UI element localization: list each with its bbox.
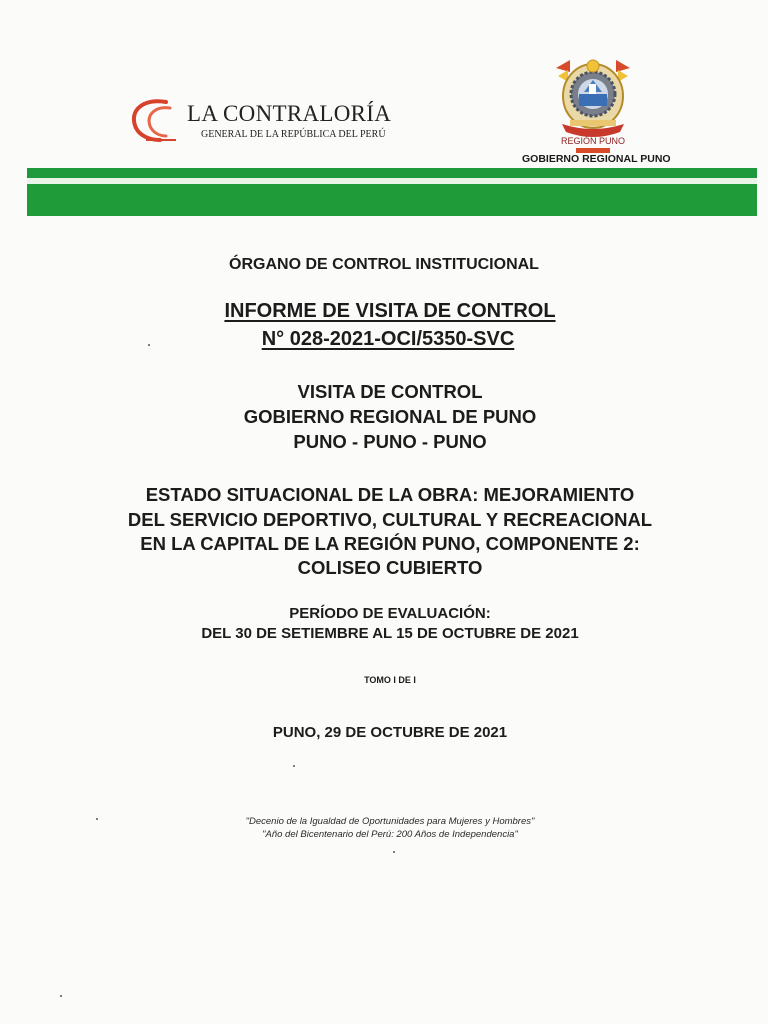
scan-speck [293, 765, 295, 767]
scan-speck [96, 818, 98, 820]
obra-line: COLISEO CUBIERTO [297, 557, 483, 578]
scan-speck [393, 851, 395, 853]
scan-speck [60, 995, 62, 997]
obra-line: DEL SERVICIO DEPORTIVO, CULTURAL Y RECREACIONAL [127, 509, 653, 530]
header-band-thick [27, 184, 757, 216]
organo-heading: ÓRGANO DE CONTROL INSTITUCIONAL [229, 256, 539, 273]
contraloria-subtitle: GENERAL DE LA REPÚBLICA DEL PERÚ [201, 129, 386, 140]
periodo-range: DEL 30 DE SETIEMBRE AL 15 DE OCTUBRE DE 2021 [201, 625, 579, 642]
lema-line: "Año del Bicentenario del Perú: 200 Años de Independencia" [262, 829, 518, 840]
visita-line: GOBIERNO REGIONAL DE PUNO [243, 406, 537, 427]
obra-line: EN LA CAPITAL DE LA REGIÓN PUNO, COMPONENTE 2: [140, 533, 640, 554]
region-puno-label: REGIÓN PUNO [560, 136, 625, 146]
document-date: PUNO, 29 DE OCTUBRE DE 2021 [272, 724, 508, 741]
visita-line: VISITA DE CONTROL [297, 381, 483, 402]
contraloria-name: LA CONTRALORÍA [187, 101, 392, 126]
scan-speck [148, 344, 150, 346]
visita-line: PUNO - PUNO - PUNO [293, 431, 487, 452]
informe-title: INFORME DE VISITA DE CONTROL [224, 300, 556, 322]
obra-line: ESTADO SITUACIONAL DE LA OBRA: MEJORAMIENTO [145, 484, 635, 505]
lema-line: "Decenio de la Igualdad de Oportunidades para Mujeres y Hombres" [245, 816, 535, 827]
informe-number: N° 028-2021-OCI/5350-SVC [261, 328, 515, 350]
gobierno-regional-label: GOBIERNO REGIONAL PUNO [522, 153, 671, 165]
contraloria-logo [126, 96, 392, 148]
header-band-thin [27, 168, 757, 178]
tomo-label: TOMO I DE I [364, 675, 416, 685]
periodo-label: PERÍODO DE EVALUACIÓN: [289, 605, 491, 622]
contraloria-swoosh-icon [126, 96, 192, 144]
